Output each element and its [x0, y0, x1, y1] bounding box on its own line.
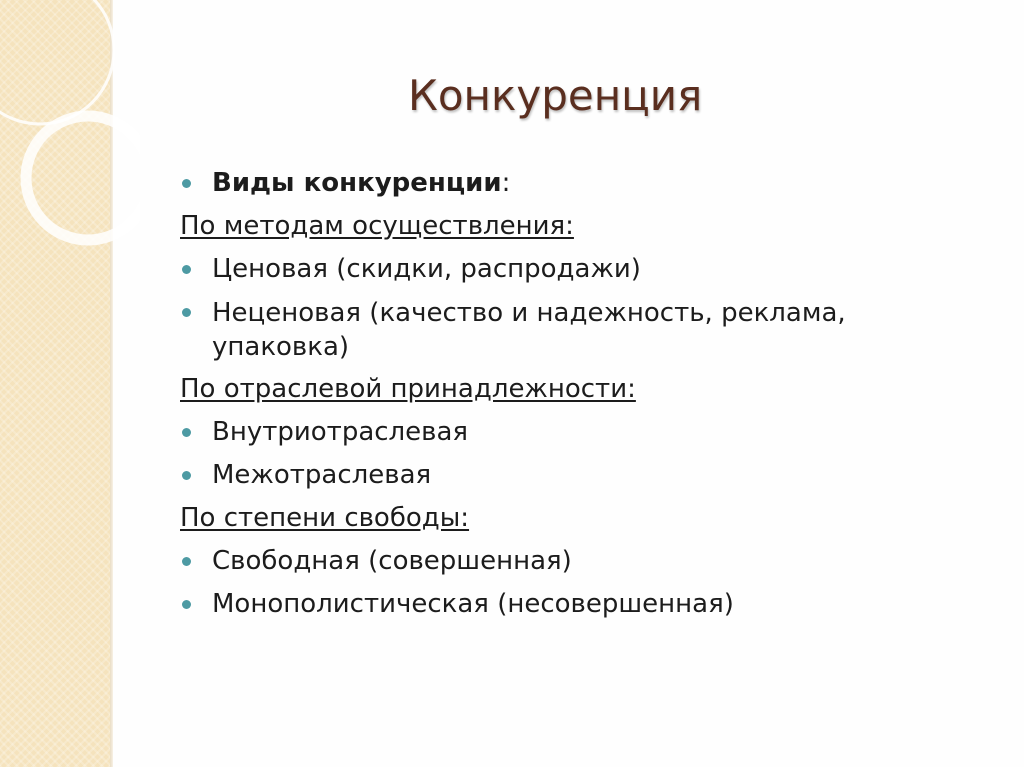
intro-bold-label: Виды конкуренции	[212, 168, 502, 198]
bullet-dot-icon	[182, 179, 191, 188]
section-heading-industry: По отраслевой принадлежности:	[180, 374, 636, 404]
decorative-ring-thick	[26, 116, 140, 240]
intro-bullet	[180, 162, 980, 205]
section-heading-methods: По методам осуществления:	[180, 211, 574, 241]
decorative-ring-large	[0, 0, 114, 124]
list-item-text: Свободная (совершенная)	[212, 546, 572, 576]
list-item-text: Неценовая (качество и надежность, реклама, упаковка)	[212, 298, 846, 362]
decorative-rings	[0, 0, 140, 290]
list-item	[180, 583, 980, 626]
list-item	[180, 291, 980, 368]
list-item-text: Межотраслевая	[212, 460, 432, 490]
slide-title: Конкуренция	[408, 71, 703, 120]
list-item-text: Внутриотраслевая	[212, 417, 469, 447]
bullet-dot-icon	[182, 265, 191, 274]
bullet-dot-icon	[182, 557, 191, 566]
bullet-dot-icon	[182, 471, 191, 480]
intro-suffix: :	[501, 168, 511, 198]
list-item	[180, 454, 980, 497]
list-item-text: Ценовая (скидки, распродажи)	[212, 254, 641, 284]
list-item	[180, 540, 980, 583]
list-item	[180, 248, 980, 291]
list-item	[180, 411, 980, 454]
section-heading-freedom: По степени свободы:	[180, 503, 470, 533]
bullet-dot-icon	[182, 428, 191, 437]
bullet-dot-icon	[182, 600, 191, 609]
slide-content	[180, 162, 980, 626]
list-item-text: Монополистическая (несовершенная)	[212, 589, 734, 619]
bullet-dot-icon	[182, 308, 191, 317]
